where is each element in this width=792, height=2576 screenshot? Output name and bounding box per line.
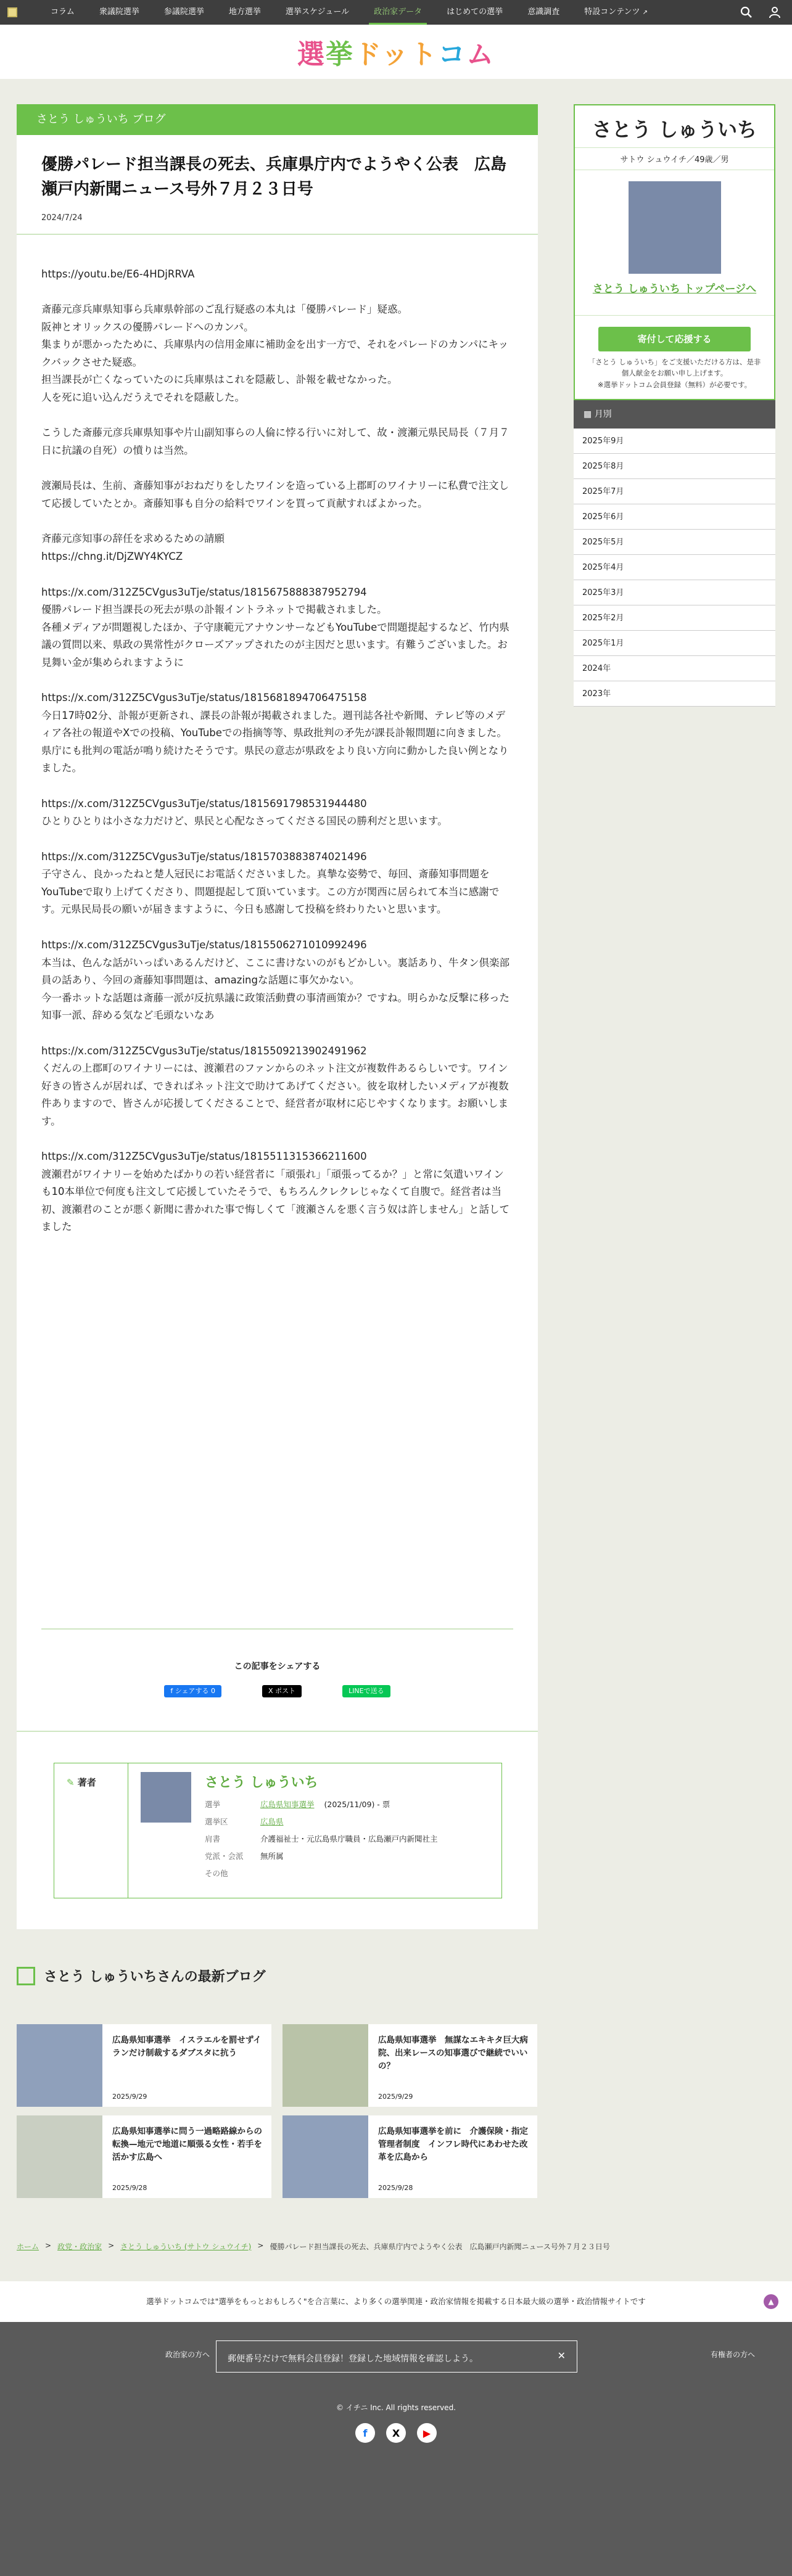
youtube-icon[interactable]: ▶ [417,2423,437,2443]
nav-item-survey[interactable]: 意識調査 [527,7,560,17]
paragraph: https://x.com/312Z5CVgus3uTje/status/1815681894706475158 今日17時02分、訃報が更新され、課長の訃報が掲載されました。週刊誌各社や新聞、テレビ等のメディア各社の報道やXでの投稿、YouTubeでの指摘等等、県政批判の矛先が課長訃報問題に向きました。県庁にも批判の電話が鳴り続けたそうです。県民の意志が県政をより良い方向に動かした良い例となりました。 [41,692,509,774]
blog-thumbnail [17,2115,102,2198]
author-party: 無所属 [260,1852,284,1861]
author-row [205,1850,438,1861]
breadcrumb-separator: > [257,2241,264,2250]
profile-name: さとう しゅういち [575,105,774,148]
blog-thumbnail [283,2115,368,2198]
logo-char: コ [438,39,467,70]
nav-item-local-election[interactable]: 地方選挙 [228,7,261,17]
month-item[interactable]: 2024年 [574,656,775,681]
breadcrumb-current: 優勝パレード担当課長の死去、兵庫県庁内でようやく公表 広島瀬戸内新聞ニュース号外７月２３日号 [270,2242,610,2251]
month-item[interactable]: 2025年3月 [574,580,775,605]
author-box [54,1763,502,1898]
nav-item-schedule[interactable]: 選挙スケジュール [285,7,350,17]
author-title: 介護福祉士・元広島県庁職員・広島瀬戸内新聞社主 [260,1834,438,1844]
menu-grid-button[interactable] [0,0,25,25]
search-icon[interactable] [740,6,753,18]
breadcrumb-home[interactable]: ホーム [17,2242,39,2251]
blog-card[interactable] [283,2115,537,2198]
blog-card-title: 広島県知事選挙に問う一過略路線からの転換—地元で地道に順張る女性・若手を活かす広島へ [112,2127,262,2162]
donate-note: 「さとう しゅういち」をご支援いただける方は、是非個人献金をお願い申し上げます。 ※選挙ドットコム会員登録（無料）が必要です。 [588,358,761,389]
nav-item-first-election[interactable]: はじめての選挙 [447,7,503,17]
author-name[interactable]: さとう しゅういち [205,1775,318,1790]
profile-top-link[interactable]: さとう しゅういち トップページへ [575,280,774,316]
election-link[interactable]: 広島県知事選挙 [260,1800,315,1809]
author-row-key: 選挙 [205,1800,221,1809]
paragraph: https://youtu.be/E6-4HDjRRVA [41,268,195,280]
article-panel [17,104,538,1929]
logo-char: 挙 [325,39,354,70]
logo-char: ム [466,39,495,70]
author-details [205,1772,438,1898]
paragraph: https://x.com/312Z5CVgus3uTje/status/1815506271010992496 本当は、色んな話がいっぱいあるんだけど、ここに書けないのがもどかしい。裏話あり、牛タン倶楽部員の話あり、今回の斎藤知事問題は、amazingな話題に事欠かない。 今一番ホットな話題は斎藤一派が反抗県議に政策活動費の事清画策か？ですね。明らかな反撃に移った知事一派、辞める気など毛頭ないなあ [41,939,509,1022]
profile-card [574,104,775,400]
blog-card-date: 2025/9/29 [112,2093,147,2101]
blog-card-info [368,2024,537,2107]
breadcrumb-politics[interactable]: 政党・政治家 [57,2242,102,2251]
latest-blogs-title [17,1966,266,1985]
monthly-title: 月別 [594,409,612,420]
blog-card-date: 2025/9/28 [378,2184,413,2192]
monthly-header [574,400,775,429]
month-item[interactable]: 2025年5月 [574,530,775,555]
blog-thumbnail [17,2024,102,2107]
nav-item-column[interactable]: コラム [51,7,75,17]
nav-item-special-label: 特設コンテンツ [584,7,640,17]
paragraph: https://x.com/312Z5CVgus3uTje/status/1815509213902491962 くだんの上郡町のワイナリーには、渡瀬君のファンからのネット注文が複数件あるらしいです。ワイン好きの皆さんが居れば、できればネット注文で助けてあげてください。彼を取材したいメディアが複数件ありますので、皆さんが応援してくださることで、経営者が取材に応じやすくなります。お願いします。 [41,1044,509,1127]
breadcrumb-politician[interactable]: さとう しゅういち (サトウ シュウイチ) [120,2242,252,2251]
top-icons [740,0,781,25]
paragraph: 斉藤元彦知事の辞任を求めるための請願 https://chng.it/DjZWY4KYCZ [41,533,225,562]
logo-char: 選 [297,39,326,70]
blog-list-icon [17,1967,35,1985]
author-row-key: 党派・会派 [205,1852,244,1861]
sidebar [574,104,775,707]
author-label-text: 著者 [77,1777,96,1788]
divider [41,1628,513,1630]
election-extra: (2025/11/09) - 票 [324,1800,390,1809]
article-body [17,235,538,1236]
month-item[interactable]: 2025年7月 [574,479,775,504]
monthly-list [574,429,775,707]
blog-card-info [368,2115,537,2198]
facebook-share-button[interactable]: f シェアする 0 [164,1685,221,1697]
close-icon[interactable]: ✕ [557,2350,566,2361]
district-link[interactable]: 広島県 [260,1817,284,1826]
site-logo[interactable] [297,32,495,72]
month-item[interactable]: 2025年4月 [574,555,775,580]
divider [17,1731,538,1732]
facebook-icon[interactable]: f [355,2423,375,2443]
blog-section-header: さとう しゅういち ブログ [17,104,538,135]
nav-item-house-election[interactable]: 衆議院選挙 [99,7,139,17]
author-row [205,1833,438,1844]
author-row [205,1816,438,1827]
footer-link-politicians[interactable]: 政治家の方へ [165,2350,210,2359]
footer-link-voters[interactable]: 有権者の方へ [710,2350,755,2359]
author-row-key: 選挙区 [205,1817,228,1826]
line-share-button[interactable]: LINEで送る [342,1685,390,1697]
main-nav [38,0,660,25]
user-icon[interactable] [769,6,781,18]
author-label [54,1763,128,1898]
paragraph: こうした斎藤元彦兵庫県知事や片山副知事らの人倫に悖る行いに対して、故・渡瀬元県民局長（７月７日に抗議の自死）の憤りは当然。 [41,427,509,456]
logo-char: ドット [353,39,439,70]
footer [0,2322,792,2576]
nav-item-upper-house-election[interactable]: 参議院選挙 [163,7,204,17]
signup-banner-text: 郵便番号だけで無料会員登録！登録した地域情報を確認しよう。 [228,2354,478,2364]
avatar [141,1772,191,1823]
latest-blogs-title-text: さとう しゅういちさんの最新ブログ [44,1969,266,1985]
social-links [0,2423,792,2443]
month-item[interactable]: 2025年9月 [574,429,775,454]
author-row [205,1868,438,1879]
copyright: © イチニ Inc. All rights reserved. [336,2403,456,2412]
blog-card-date: 2025/9/28 [112,2184,147,2192]
author-row-key: 肩書 [205,1834,221,1844]
nav-item-special[interactable] [572,0,660,25]
month-item[interactable]: 2025年2月 [574,605,775,631]
month-item[interactable]: 2023年 [574,681,775,707]
author-row [205,1799,438,1810]
blog-card[interactable] [283,2024,537,2107]
site-description: 選挙ドットコムでは"選挙をもっとおもしろく"を合言葉に、より多くの選挙関連・政治家情報を掲載する日本最大級の選挙・政治情報サイトです [0,2281,792,2322]
month-item[interactable]: 2025年6月 [574,504,775,530]
blog-card-info [102,2115,271,2198]
breadcrumb [17,2241,610,2252]
breadcrumb-separator: > [45,2241,52,2250]
grid-icon [7,7,17,17]
blog-card-info [102,2024,271,2107]
nav-item-politician-data[interactable]: 政治家データ [361,0,434,25]
blog-card[interactable] [17,2024,271,2107]
calendar-icon: ▦ [584,409,595,420]
signup-banner[interactable] [216,2340,577,2373]
pen-icon: ✎ [67,1777,78,1788]
author-body [128,1763,438,1898]
month-item[interactable]: 2025年8月 [574,454,775,479]
profile-photo [629,181,721,274]
month-item[interactable]: 2025年1月 [574,631,775,656]
x-post-button[interactable]: X ポスト [262,1685,302,1697]
article-title: 優勝パレード担当課長の死去、兵庫県庁内でようやく公表 広島瀬戸内新聞ニュース号外７月２３日号 [41,155,507,199]
article-date: 2024/7/24 [41,213,83,223]
breadcrumb-separator: > [108,2241,115,2250]
profile-kana: サトウ シュウイチ／49歳／男 [575,148,774,170]
paragraph: 斎藤元彦兵庫県知事ら兵庫県幹部のご乱行疑惑の本丸は「優勝パレード」疑惑。 阪神とオリックスの優勝パレードへのカンパ。 集まりが悪かったために、兵庫県内の信用金庫に補助金を出す一方で、それをパレードのカンパにキックバックさせた疑惑。 担当課長が亡くなっていたのに兵庫県はこれを隠蔽し、訃報を載せなかった。 人を死に追い込んだうえでそれを隠蔽した。 [41,303,509,403]
x-icon[interactable]: X [386,2423,406,2443]
paragraph: 渡瀬局長は、生前、斎藤知事がおねだりをしたワインを造っている上郡町のワイナリーに私費で注文して応援していたとか。斎藤知事も自分の給料でワインを買って貢献すればよかった。 [41,480,509,509]
top-navbar [0,0,792,25]
donate-button[interactable]: 寄付して応援する [598,327,751,351]
external-link-icon: ↗ [642,9,648,16]
blog-card[interactable] [17,2115,271,2198]
paragraph: https://x.com/312Z5CVgus3uTje/status/1815675888387952794 優勝パレード担当課長の死去が県の訃報イントラネットで掲載されました。 各種メディアが問題視したほか、子守康範元アナウンサーなどもYouTubeで問題提起するなど、竹内県議の質問以来、県政の異常性がクローズアップされたのが主因だと思います。有難うございました。お見舞い金が集められますように [41,586,509,668]
share-buttons [17,1685,538,1697]
blog-thumbnail [283,2024,368,2107]
author-row-key: その他 [205,1869,228,1878]
site-header [0,25,792,79]
paragraph: https://x.com/312Z5CVgus3uTje/status/1815691798531944480 ひとりひとりは小さな力だけど、県民と心配なさってくださる国民の勝利だと思います。 [41,797,448,827]
blog-card-title: 広島県知事選挙 無謀なエキキタ巨大病院、出来レースの知事選びで継続でいいの？ [378,2035,528,2071]
scroll-top-button[interactable]: ▲ [764,2294,778,2309]
blog-card-title: 広島県知事選挙 イスラエルを罰せずイランだけ制裁するダブスタに抗う [112,2035,262,2058]
blog-card-date: 2025/9/29 [378,2093,413,2101]
blog-card-title: 広島県知事選挙を前に 介護保険・指定管理者制度 インフレ時代にあわせた改革を広島から [378,2127,528,2162]
paragraph: https://x.com/312Z5CVgus3uTje/status/1815703883874021496 子守さん、良かったねと楚人冠民にお電話くださいました。真摯な姿勢で、毎回、斎藤知事問題をYouTubeで取り上げてくださり、問題提起して頂いています。この方が関西に居られて本当に感謝です。元県民局長の願いが届きますように、今日も感謝して投稿を終わりたいと思います。 [41,850,500,916]
paragraph: https://x.com/312Z5CVgus3uTje/status/1815511315366211600 渡瀬君がワイナリーを始めたばかりの若い経営者に「頑張れ」「頑張ってるか？」と常に気遣いワインも10本単位で何度も注文して応援していたそうで、もちろんクレクレじゃなくて自腹で。経営者は当初、渡瀬君のことが悪く新聞に書かれた事で悔しくて「渡瀬さんを悪く言う奴は許しません」と話してました [41,1151,509,1233]
share-title: この記事をシェアする [234,1662,321,1672]
